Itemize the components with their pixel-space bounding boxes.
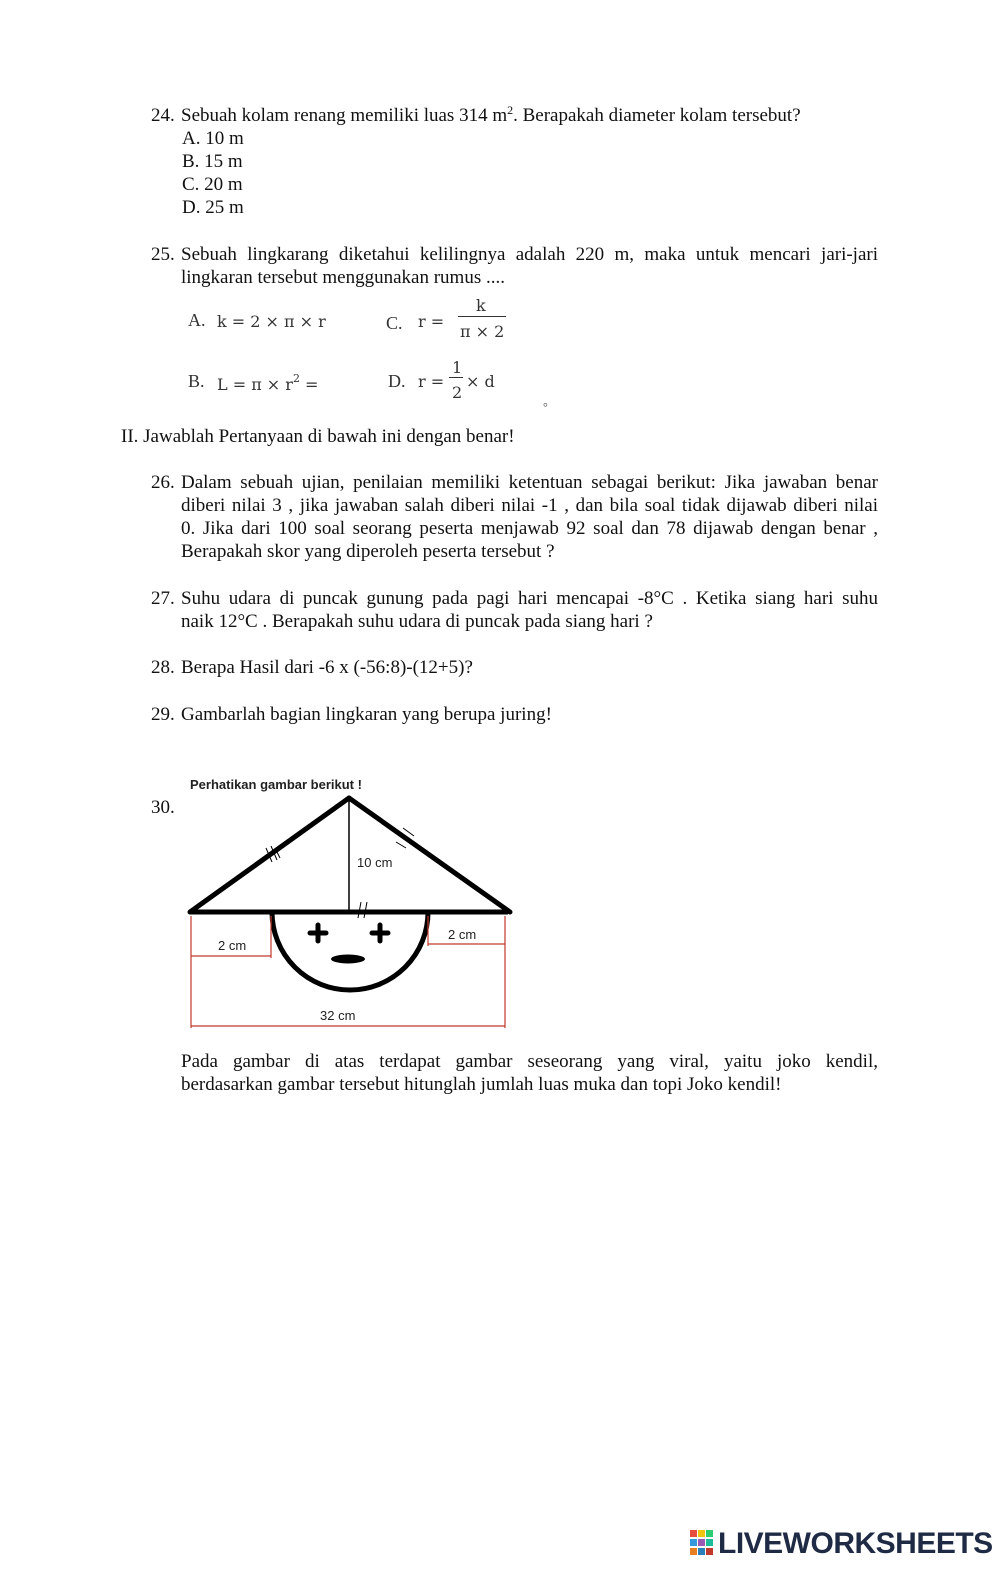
formula-option-d-label: D. xyxy=(388,371,406,391)
right-eye xyxy=(372,925,388,941)
formula-option-a-label: A. xyxy=(188,310,206,330)
superscript: 2 xyxy=(507,103,514,117)
question-text: Gambarlah bagian lingkaran yang berupa juring! xyxy=(181,704,552,725)
question-text xyxy=(181,104,881,127)
question-number: 25. xyxy=(151,244,175,265)
right-dimension-label: 2 cm xyxy=(448,927,477,942)
figure-joko-kendil xyxy=(170,770,530,1040)
option-c: C. 20 m xyxy=(182,174,243,195)
question-text-line: Pada gambar di atas terdapat gambar seseorang yang viral, yaitu joko kendil, xyxy=(181,1051,878,1072)
question-text-line: naik 12°C . Berapakah suhu udara di puncak pada siang hari ? xyxy=(181,611,653,632)
formula-option-b xyxy=(217,373,318,396)
formula-option-c-denominator: π × 2 xyxy=(460,322,505,341)
question-number: 26. xyxy=(151,472,175,493)
logo-text: LIVEWORKSHEETS xyxy=(718,1526,993,1560)
question-text-line: diberi nilai 3 , jika jawaban salah diberi nilai -1 , dan bila soal tidak dijawab diberi nilai xyxy=(181,495,878,516)
superscript: 2 xyxy=(292,372,300,385)
face-semicircle xyxy=(272,912,428,990)
question-number: 27. xyxy=(151,588,175,609)
fraction-bar xyxy=(449,377,463,378)
mouth xyxy=(331,955,365,964)
question-number: 28. xyxy=(151,657,175,678)
question-text-line: Berapakah skor yang diperoleh peserta tersebut ? xyxy=(181,541,555,562)
left-eye xyxy=(310,925,326,941)
formula-option-a: k = 2 × π × r xyxy=(217,312,326,331)
figure-caption: Perhatikan gambar berikut ! xyxy=(190,777,362,792)
question-number: 30. xyxy=(151,797,175,818)
stray-mark: ° xyxy=(543,400,548,414)
option-a: A. 10 m xyxy=(182,128,244,149)
formula-option-b-label: B. xyxy=(188,371,205,391)
question-text-line: Sebuah lingkarang diketahui kelilingnya adalah 220 m, maka untuk mencari jari-jari xyxy=(181,244,878,265)
formula-option-d-rhs: × d xyxy=(466,372,495,391)
question-text-line: lingkaran tersebut menggunakan rumus .... xyxy=(181,267,505,288)
option-d: D. 25 m xyxy=(182,197,244,218)
formula-option-c-numerator: k xyxy=(476,296,486,315)
section-title: II. Jawablah Pertanyaan di bawah ini dengan benar! xyxy=(121,426,515,447)
question-text-line: Dalam sebuah ujian, penilaian memiliki ketentuan sebagai berikut: Jika jawaban benar xyxy=(181,472,878,493)
question-text-line: berdasarkan gambar tersebut hitunglah jumlah luas muka dan topi Joko kendil! xyxy=(181,1074,782,1095)
formula-option-d-numerator: 1 xyxy=(452,358,463,377)
question-number: 29. xyxy=(151,704,175,725)
question-text-part: Sebuah kolam renang memiliki luas 314 m xyxy=(181,105,508,126)
height-label: 10 cm xyxy=(357,855,393,870)
left-dimension-label: 2 cm xyxy=(218,938,247,953)
formula-part: = xyxy=(299,375,319,394)
formula-option-d-denominator: 2 xyxy=(452,383,463,402)
formula-option-c-lhs: r = xyxy=(418,312,445,331)
question-text: Berapa Hasil dari -6 x (-56:8)-(12+5)? xyxy=(181,657,473,678)
question-text-line: Suhu udara di puncak gunung pada pagi hari mencapai -8°C . Ketika siang hari suhu xyxy=(181,588,878,609)
liveworksheets-logo xyxy=(690,1526,993,1560)
formula-option-c-label: C. xyxy=(386,313,403,333)
question-text-part: . Berapakah diameter kolam tersebut? xyxy=(513,105,801,126)
formula-part: L = π × r xyxy=(217,375,293,394)
fraction-bar xyxy=(458,316,506,317)
option-b: B. 15 m xyxy=(182,151,243,172)
question-number: 24. xyxy=(151,105,175,126)
question-text-line: 0. Jika dari 100 soal seorang peserta menjawab 92 soal dan 78 dijawab dengan benar , xyxy=(181,518,878,539)
formula-option-d-lhs: r = xyxy=(418,372,445,391)
total-dimension-label: 32 cm xyxy=(320,1008,356,1023)
logo-grid-icon xyxy=(690,1530,714,1556)
